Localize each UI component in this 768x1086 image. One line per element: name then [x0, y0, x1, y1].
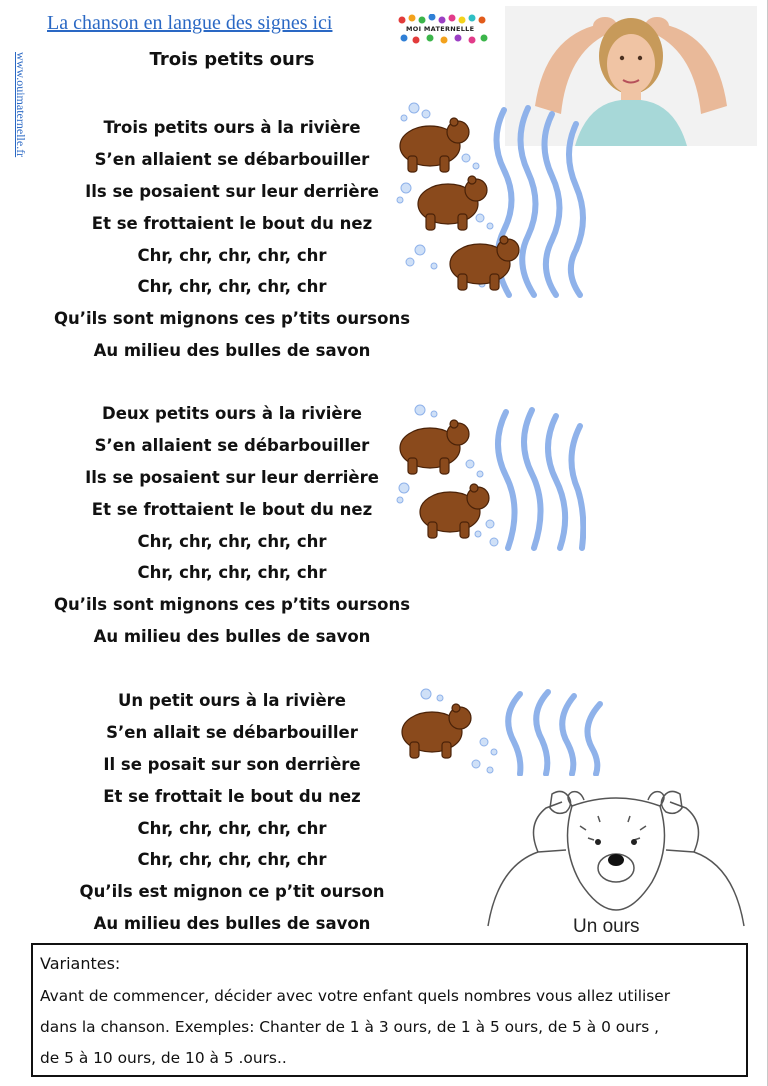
bear-1 — [402, 704, 471, 758]
bear-2 — [418, 176, 487, 230]
lyric-line: Chr, chr, chr, chr, chr — [137, 818, 327, 838]
lyric-line: Ils se posaient sur leur derrière — [85, 467, 379, 487]
bear-1 — [400, 420, 469, 474]
two-bears-river-illustration — [394, 404, 586, 552]
lyric-line: Au milieu des bulles de savon — [93, 341, 371, 361]
lyric-line: Qu’ils sont mignons ces p’tits oursons — [53, 595, 411, 615]
variantes-text-line: Avant de commencer, décider avec votre enfant quels nombres vous allez utiliser — [40, 987, 671, 1005]
lyric-line: Il se posait sur son derrière — [103, 754, 361, 774]
logo-text: MOI MATERNELLE — [406, 25, 475, 33]
variantes-box — [31, 943, 748, 1077]
lyric-line: Qu’ils est mignon ce p’tit ourson — [79, 882, 385, 902]
variantes-title: Variantes: — [40, 954, 121, 973]
lyric-line: Chr, chr, chr, chr, chr — [137, 245, 327, 265]
variantes-text-line: de 5 à 10 ours, de 10 à 5 .ours.. — [40, 1049, 287, 1067]
lyric-line: Au milieu des bulles de savon — [93, 914, 371, 934]
lyric-line: Chr, chr, chr, chr, chr — [137, 277, 327, 297]
variantes-text-line: dans la chanson. Exemples: Chanter de 1 à 3 ours, de 1 à 5 ours, de 5 à 0 ours , — [40, 1018, 660, 1036]
sign-language-video-link[interactable]: La chanson en langue des signes ici — [47, 12, 333, 34]
lyric-line: Au milieu des bulles de savon — [93, 627, 371, 647]
lyric-line: S’en allait se débarbouiller — [106, 722, 358, 742]
lyric-line: S’en allaient se débarbouiller — [94, 149, 370, 169]
site-url-link[interactable]: www.ouimaternelle.fr — [14, 52, 28, 158]
three-bears-river-illustration — [394, 100, 594, 300]
lyric-line: Chr, chr, chr, chr, chr — [137, 563, 327, 583]
bear-1 — [400, 118, 469, 172]
lyric-line: Chr, chr, chr, chr, chr — [137, 850, 327, 870]
bear-2 — [420, 484, 489, 538]
lyric-line: Chr, chr, chr, chr, chr — [137, 531, 327, 551]
lyric-line: Et se frottaient le bout du nez — [91, 213, 373, 233]
lyric-line: Trois petits ours à la rivière — [103, 118, 361, 137]
verse-3 — [0, 685, 464, 940]
one-bear-river-illustration — [396, 686, 608, 776]
lyric-line: Ils se posaient sur leur derrière — [85, 181, 379, 201]
lyric-line: Un petit ours à la rivière — [118, 691, 346, 710]
site-logo — [396, 14, 488, 44]
lyric-line: Et se frottait le bout du nez — [103, 786, 361, 806]
lyric-line: Et se frottaient le bout du nez — [91, 499, 373, 519]
song-title: Trois petits ours — [149, 49, 315, 70]
lyric-line: S’en allaient se débarbouiller — [94, 435, 370, 455]
lyric-line: Qu’ils sont mignons ces p’tits oursons — [53, 309, 411, 329]
lyric-line: Deux petits ours à la rivière — [102, 404, 362, 423]
bear-3 — [450, 236, 519, 290]
sign-caption: Un ours — [573, 916, 640, 937]
